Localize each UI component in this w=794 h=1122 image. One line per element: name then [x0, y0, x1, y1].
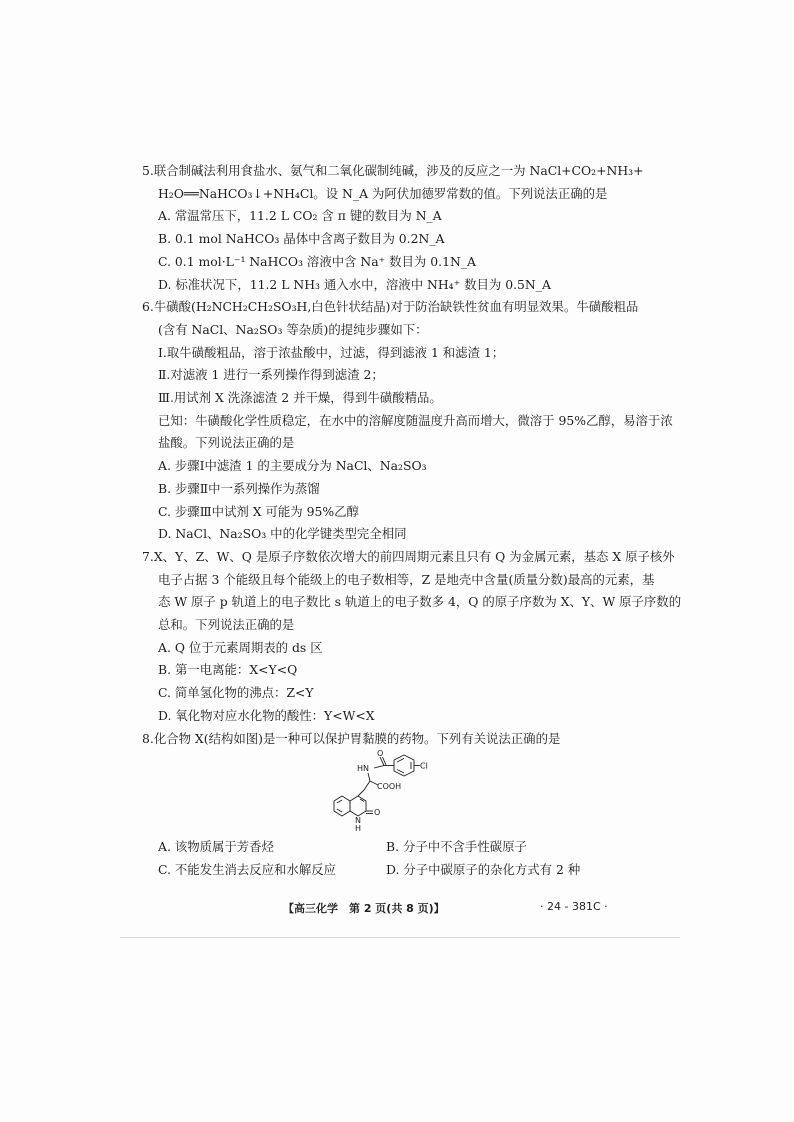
- footer-page-info: 【高三化学 第 2 页(共 8 页)】: [283, 902, 445, 915]
- q7-option-a: A. Q 位于元素周期表的 ds 区: [158, 639, 323, 655]
- q8-option-a: A. 该物质属于芳香烃: [158, 839, 274, 855]
- q5-option-a: A. 常温常压下，11.2 L CO₂ 含 π 键的数目为 N_A: [158, 208, 442, 224]
- q6-stem-line1: 6.牛磺酸(H₂NCH₂CH₂SO₃H,白色针状结晶)对于防治缺铁性贫血有明显效果。牛磺酸粗品: [142, 299, 639, 315]
- question-7: [142, 546, 682, 728]
- q8-options-row-2: [142, 859, 612, 882]
- q6-option-b: B. 步骤Ⅱ中一系列操作为蒸馏: [158, 480, 320, 496]
- page-fold-line: [120, 937, 680, 938]
- q7-stem-line3: 态 W 原子 p 轨道上的电子数比 s 轨道上的电子数多 4，Q 的原子序数为 X、Y、W 原子序数的: [158, 594, 682, 610]
- structure-figure: [142, 749, 612, 834]
- q6-known-line2: 盐酸。下列说法正确的是: [158, 435, 295, 451]
- q6-step-2: Ⅱ.对滤液 1 进行一系列操作得到滤渣 2；: [158, 367, 384, 383]
- q6-known-line1: 已知：牛磺酸化学性质稳定，在水中的溶解度随温度升高而增大，微溶于 95%乙醇，易溶于浓: [158, 412, 673, 428]
- q6-step-1: Ⅰ.取牛磺酸粗品，溶于浓盐酸中，过滤，得到滤液 1 和滤渣 1；: [158, 344, 505, 360]
- q8-options-row-1: [142, 836, 612, 859]
- struct-label-h: H: [355, 824, 362, 834]
- footer-exam-code: · 24 - 381C ·: [540, 900, 608, 913]
- q5-option-b: B. 0.1 mol NaHCO₃ 晶体中含离子数目为 0.2N_A: [158, 231, 445, 247]
- questions-content: [142, 160, 682, 882]
- q5-stem-line2: H₂O══NaHCO₃↓+NH₄Cl。设 N_A 为阿伏加德罗常数的值。下列说法正确的是: [158, 185, 608, 201]
- question-6: [142, 296, 673, 546]
- q7-option-c: C. 简单氢化物的沸点：Z<Y: [158, 685, 314, 701]
- q8-stem: 8.化合物 X(结构如图)是一种可以保护胃黏膜的药物。下列有关说法正确的是: [142, 730, 561, 746]
- quinolinone-ring-right: [350, 796, 366, 816]
- q6-step-3: Ⅲ.用试剂 X 洗涤滤渣 2 并干燥，得到牛磺酸精品。: [158, 390, 442, 406]
- q5-stem-line1: 5.联合制碱法利用食盐水、氨气和二氧化碳制纯碱，涉及的反应之一为 NaCl+CO₂+NH₃+: [142, 163, 644, 178]
- q5-option-d: D. 标准状况下，11.2 L NH₃ 通入水中，溶液中 NH₄⁺ 数目为 0.5N_A: [158, 276, 551, 292]
- struct-label-o-ring: O: [374, 808, 381, 818]
- q7-option-b: B. 第一电离能：X<Y<Q: [158, 662, 298, 678]
- struct-label-cl: Cl: [420, 761, 428, 771]
- struct-label-hn: HN: [357, 764, 369, 774]
- q7-stem-line4: 总和。下列说法正确的是: [158, 617, 295, 633]
- q6-option-c: C. 步骤Ⅲ中试剂 X 可能为 95%乙醇: [158, 503, 359, 519]
- q8-option-c: C. 不能发生消去反应和水解反应: [158, 861, 336, 877]
- question-5: [142, 160, 644, 296]
- q6-option-d: D. NaCl、Na₂SO₃ 中的化学键类型完全相同: [158, 526, 407, 542]
- q8-option-d: D. 分子中碳原子的杂化方式有 2 种: [386, 861, 581, 877]
- q7-option-d: D. 氧化物对应水化物的酸性：Y<W<X: [158, 707, 375, 723]
- q6-option-a: A. 步骤Ⅰ中滤渣 1 的主要成分为 NaCl、Na₂SO₃: [158, 458, 427, 474]
- struct-label-cooh: COOH: [377, 782, 402, 792]
- question-8: [142, 728, 612, 882]
- q8-option-b: B. 分子中不含手性碳原子: [386, 839, 527, 855]
- quinolinone-ring-left: [334, 796, 350, 816]
- q7-stem-line2: 电子占据 3 个能级且每个能级上的电子数相等，Z 是地壳中含量(质量分数)最高的元素，基: [158, 571, 655, 587]
- struct-label-o-top: O: [377, 749, 384, 759]
- q7-stem-line1: 7.X、Y、Z、W、Q 是原子序数依次增大的前四周期元素且只有 Q 为金属元素，基态 X 原子核外: [142, 548, 675, 564]
- struct-label-n: N: [355, 816, 361, 826]
- compound-x-structure: [322, 749, 462, 836]
- q6-stem-line2: (含有 NaCl、Na₂SO₃ 等杂质)的提纯步骤如下：: [158, 321, 428, 337]
- q5-option-c: C. 0.1 mol·L⁻¹ NaHCO₃ 溶液中含 Na⁺ 数目为 0.1N_A: [158, 253, 476, 269]
